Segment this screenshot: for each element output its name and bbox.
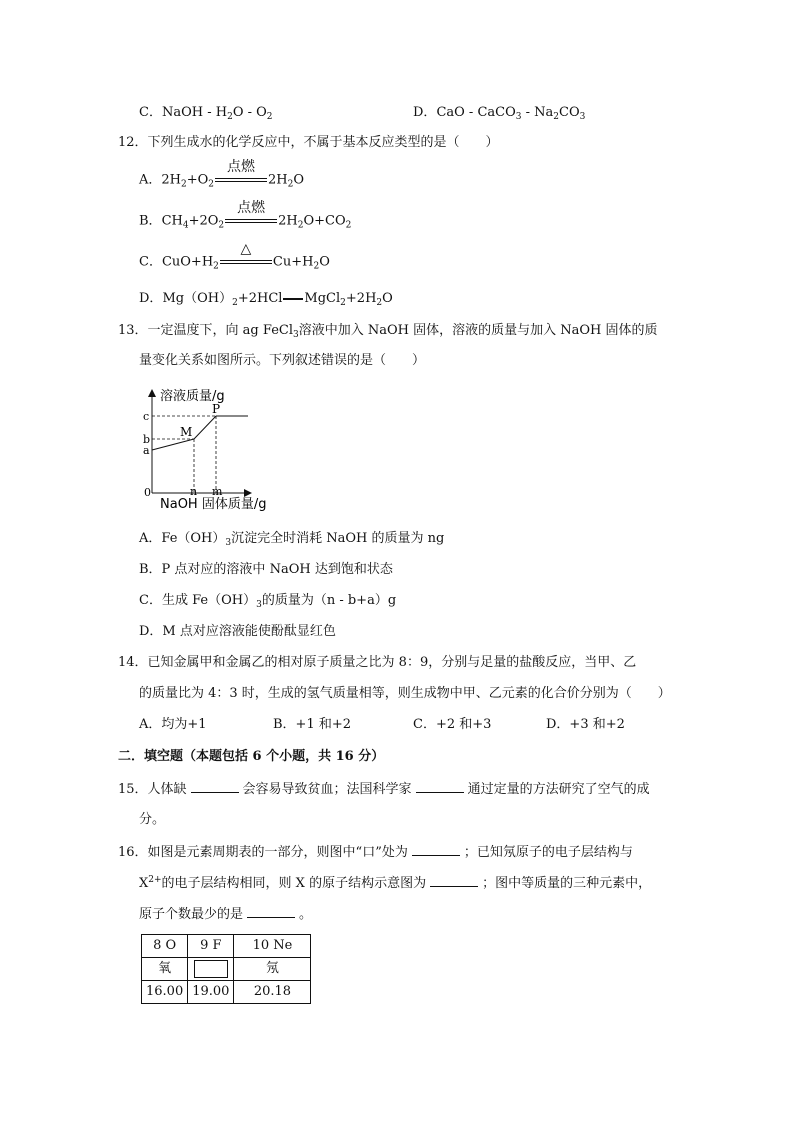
q13-stem-line2: 量变化关系如图所示。下列叙述错误的是（ ） bbox=[139, 353, 426, 368]
point-label: M bbox=[180, 425, 193, 439]
q12-stem: 12．下列生成水的化学反应中，不属于基本反应类型的是（ ） bbox=[118, 135, 499, 150]
y-tick-label: b bbox=[143, 433, 151, 446]
element-head: 8 O bbox=[142, 935, 188, 958]
element-head: 10 Ne bbox=[234, 935, 311, 958]
element-name: 氖 bbox=[234, 958, 311, 981]
y-tick-label: a bbox=[143, 444, 150, 457]
q16-line3: 原子个数最少的是 。 bbox=[139, 907, 313, 922]
point-label: P bbox=[212, 402, 221, 416]
q14-option-c: C．+2 和+3 bbox=[413, 717, 492, 732]
q13-option-d: D．M 点对应溶液能使酚酞显红色 bbox=[139, 624, 336, 639]
origin-label: 0 bbox=[144, 486, 151, 499]
answer-blank[interactable] bbox=[430, 874, 478, 887]
reaction-condition-arrow: △ bbox=[220, 253, 272, 271]
element-head: 9 F bbox=[188, 935, 234, 958]
x-tick-label: m bbox=[212, 485, 223, 498]
q12-option-a: A．$2H_2+O_2$ 点燃 $2H_2O$ bbox=[139, 159, 305, 190]
x-tick-label: n bbox=[190, 485, 198, 498]
blank-box[interactable] bbox=[194, 960, 228, 978]
series-segment bbox=[194, 416, 216, 439]
section-title: 二．填空题（本题包括 6 个小题，共 16 分） bbox=[118, 749, 385, 764]
q13-option-b: B．P 点对应的溶液中 NaOH 达到饱和状态 bbox=[139, 562, 393, 577]
reaction-condition-arrow: 点燃 bbox=[215, 171, 267, 189]
q13-stem-line1: 13．一定温度下，向 ag FeCl$_3$溶液中加入 NaOH 固体，溶液的质量与加入 NaOH 固体的质 bbox=[118, 323, 658, 340]
q15-line1: 15．人体缺 会容易导致贫血；法国科学家 通过定量的方法研究了空气的成 bbox=[118, 782, 650, 797]
q13-option-c: C．生成 $Fe(OH)_3$的质量为（n - b+a）g bbox=[139, 593, 397, 610]
q14-option-b: B．+1 和+2 bbox=[273, 717, 352, 732]
element-mass: 19.00 bbox=[188, 981, 234, 1004]
q12-option-b: B．$CH_4+2O_2$ 点燃 $2H_2O+CO_2$ bbox=[139, 200, 352, 231]
reaction-condition-arrow: 点燃 bbox=[225, 212, 277, 230]
answer-blank[interactable] bbox=[416, 780, 464, 793]
q11-option-d: D．CaO - CaCO$_3$ - $Na_2CO_3$ bbox=[413, 105, 586, 122]
q14-stem-line2: 的质量比为 4：3 时，生成的氢气质量相等，则生成物中甲、乙元素的化合价分别为（ ） bbox=[139, 686, 671, 701]
series-segment bbox=[152, 439, 194, 450]
q16-line1: 16．如图是元素周期表的一部分，则图中“口”处为 ；已知氖原子的电子层结构与 bbox=[118, 845, 633, 860]
q12-option-c: C．$CuO+H_2$ △ $Cu+H_2O$ bbox=[139, 241, 330, 272]
q16-line2: $X^{2+}$的电子层结构相同，则 X 的原子结构示意图为 ；图中等质量的三种元素中， bbox=[139, 875, 652, 891]
element-mass: 16.00 bbox=[142, 981, 188, 1004]
answer-blank[interactable] bbox=[247, 905, 295, 918]
periodic-table-fragment bbox=[141, 934, 311, 1004]
solution-mass-chart bbox=[140, 383, 300, 513]
q14-option-d: D．+3 和+2 bbox=[546, 717, 625, 732]
q14-option-a: A．均为+1 bbox=[139, 717, 207, 732]
y-tick-label: c bbox=[143, 410, 150, 423]
q14-stem-line1: 14．已知金属甲和金属乙的相对原子质量之比为 8：9，分别与足量的盐酸反应，当甲、乙 bbox=[118, 655, 637, 670]
x-axis-label: NaOH 固体质量/g bbox=[160, 497, 267, 512]
q15-line2: 分。 bbox=[139, 812, 166, 827]
element-name: 氧 bbox=[142, 958, 188, 981]
q11-option-c: C．NaOH - $H_2O - O_2$ bbox=[139, 105, 273, 122]
answer-blank[interactable] bbox=[412, 843, 460, 856]
y-axis-label: 溶液质量/g bbox=[160, 389, 225, 404]
answer-blank[interactable] bbox=[191, 780, 239, 793]
element-name-blank-box[interactable] bbox=[188, 958, 234, 981]
element-mass: 20.18 bbox=[234, 981, 311, 1004]
q13-option-a: A．$Fe(OH)_3$沉淀完全时消耗 NaOH 的质量为 ng bbox=[139, 531, 445, 548]
q12-option-d: D．$Mg(OH)_2+2HCl$ $MgCl_2+2H_2O$ bbox=[139, 291, 393, 308]
